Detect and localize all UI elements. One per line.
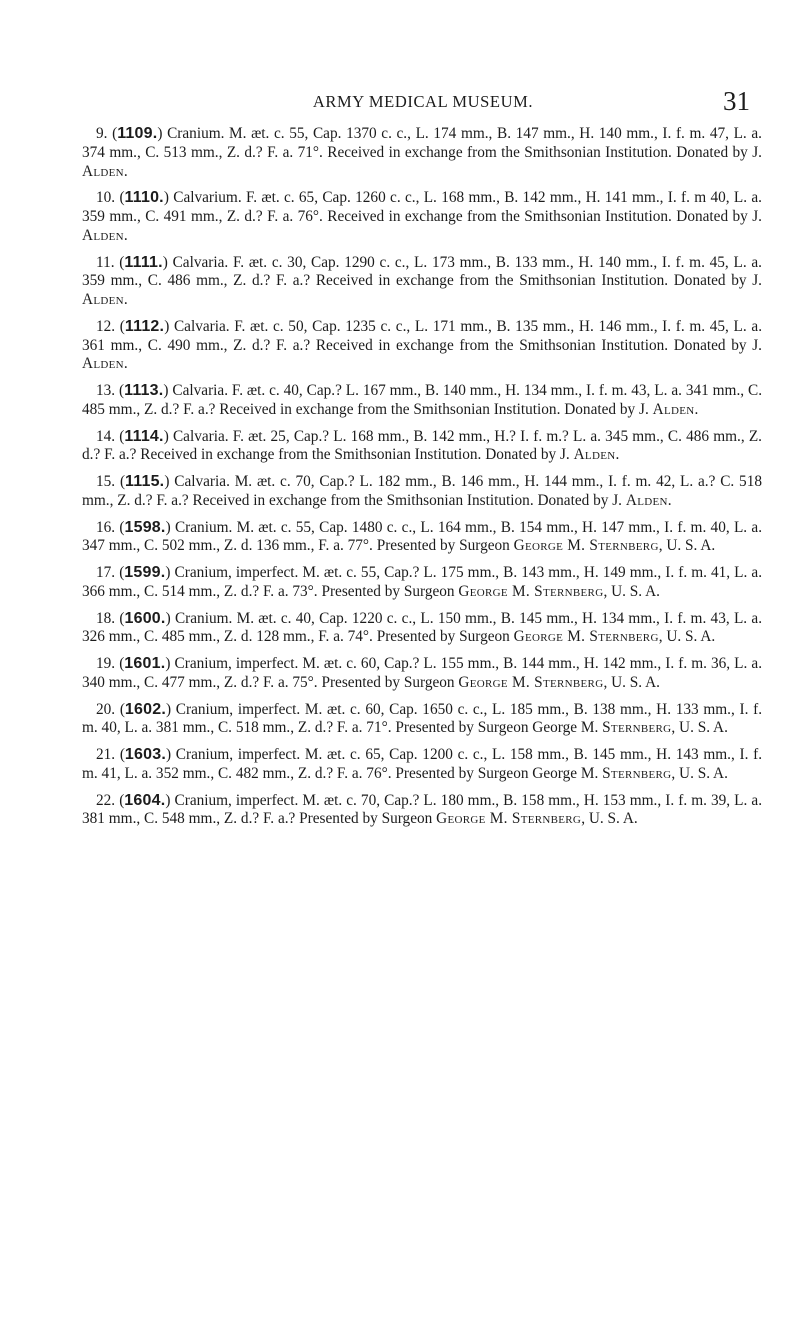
specimen-number: 1599. (124, 564, 166, 581)
entry-ending: , U. S. A. (581, 810, 638, 828)
specimen-number: 1111. (124, 253, 163, 271)
entry-ending: . (123, 291, 128, 308)
donor-name: Alden (82, 291, 124, 308)
specimen-number: 1604. (124, 791, 166, 809)
entry-ending: , U. S. A. (603, 582, 660, 600)
entry-ending: . (667, 491, 672, 509)
running-head (96, 88, 750, 122)
entry-description: Calvaria. F. æt. c. 40, Cap.? L. 167 mm., B. 140 mm., H. 134 mm., I. f. m. 43, L. a. 341 mm., C. 485 mm., Z. d.? F. a.? Received in exchange from the Smithsonian Institution. Donated by J. (82, 382, 763, 418)
specimen-number: 1114. (124, 427, 164, 445)
entry-number: 16. (96, 518, 116, 536)
entry-description: Calvaria. F. æt. c. 50, Cap. 1235 c. c., L. 171 mm., B. 135 mm., H. 146 mm., I. f. m. 45, L. a. 361 mm., C. 490 mm., Z. d.? F. a.? Received in exchange from the Smithsonian Institution. Donated by J. (82, 317, 763, 354)
donor-name: Sternberg (602, 719, 672, 737)
entry-number: 21. (96, 746, 116, 763)
entry-ending: , U. S. A. (658, 628, 716, 646)
catalog-entry: 9. (1109.) Cranium. M. æt. c. 55, Cap. 1370 c. c., L. 174 mm., B. 147 mm., H. 140 mm., I. f. m. 47, L. a. 374 mm., C. 513 mm., Z. d.? F. a. 71°. Received in exchange from the Smithsonian Institution. Donated by J. Alden. (82, 125, 762, 180)
donor-name: George M. Sternberg (513, 537, 659, 555)
running-title: ARMY MEDICAL MUSEUM. (312, 92, 534, 111)
entry-ending: , U. S. A. (671, 719, 728, 737)
entry-number: 17. (96, 564, 116, 581)
entry-description: Cranium, imperfect. M. æt. c. 65, Cap. 1200 c. c., L. 158 mm., B. 145 mm., H. 143 mm., I. f. m. 41, L. a. 352 mm., C. 482 mm., Z. d.? F. a. 76°. Presented by Surgeon George M. (82, 746, 763, 782)
entry-description: Calvaria. F. æt. c. 30, Cap. 1290 c. c., L. 173 mm., B. 133 mm., H. 140 mm., I. f. m. 45, L. a. 359 mm., C. 486 mm., Z. d.? F. a.? Received in exchange from the Smithsonian Institution. Donated by J. (82, 253, 762, 290)
specimen-number: 1109. (117, 125, 158, 142)
catalog-entry: 16. (1598.) Cranium. M. æt. c. 55, Cap. 1480 c. c., L. 164 mm., B. 154 mm., H. 147 mm., I. f. m. 40, L. a. 347 mm., C. 502 mm., Z. d. 136 mm., F. a. 77°. Presented by Surgeon George M. Sternberg, U. S. A. (82, 518, 763, 555)
entry-number: 20. (96, 700, 116, 718)
entry-description: Calvarium. F. æt. c. 65, Cap. 1260 c. c., L. 168 mm., B. 142 mm., H. 141 mm., I. f. m 40, L. a. 359 mm., C. 491 mm., Z. d.? F. a. 76°. Received in exchange from the Smithsonian Institution. Donated by J. (82, 189, 763, 225)
donor-name: Alden (573, 446, 616, 464)
entry-description: Cranium, imperfect. M. æt. c. 70, Cap.? L. 180 mm., B. 158 mm., H. 153 mm., I. f. m. 39, L. a. 381 mm., C. 548 mm., Z. d.? F. a.? Presented by Surgeon (82, 791, 763, 828)
entry-ending: , U. S. A. (603, 673, 660, 691)
catalog-entry: 21. (1603.) Cranium, imperfect. M. æt. c. 65, Cap. 1200 c. c., L. 158 mm., B. 145 mm., H. 143 mm., I. f. m. 41, L. a. 352 mm., C. 482 mm., Z. d.? F. a. 76°. Presented by Surgeon George M. Sternberg, U. S. A. (82, 746, 763, 782)
donor-name: Alden (82, 162, 124, 180)
catalog-entry: 12. (1112.) Calvaria. F. æt. c. 50, Cap. 1235 c. c., L. 171 mm., B. 135 mm., H. 146 mm., I. f. m. 45, L. a. 361 mm., C. 490 mm., Z. d.? F. a.? Received in exchange from the Smithsonian Institution. Donated by J. Alden. (82, 317, 763, 373)
entry-number: 14. (96, 427, 116, 445)
entry-number: 13. (96, 382, 116, 399)
entry-description: Cranium, imperfect. M. æt. c. 60, Cap. 1650 c. c., L. 185 mm., B. 138 mm., H. 133 mm., I. f. m. 40, L. a. 381 mm., C. 518 mm., Z. d.? F. a. 71°. Presented by Surgeon George M. (82, 700, 763, 737)
donor-name: Alden (82, 355, 124, 373)
entry-number: 10. (96, 189, 116, 207)
donor-name: George M. Sternberg (513, 628, 659, 646)
entry-ending: . (615, 446, 620, 464)
entry-description: Cranium. M. æt. c. 55, Cap. 1480 c. c., L. 164 mm., B. 154 mm., H. 147 mm., I. f. m. 40, L. a. 347 mm., C. 502 mm., Z. d. 136 mm., F. a. 77°. Presented by Surgeon (82, 518, 763, 555)
entry-ending: , U. S. A. (671, 764, 728, 782)
specimen-number: 1115. (125, 473, 165, 490)
catalog-entry: 13. (1113.) Calvaria. F. æt. c. 40, Cap.? L. 167 mm., B. 140 mm., H. 134 mm., I. f. m. 43, L. a. 341 mm., C. 485 mm., Z. d.? F. a.? Received in exchange from the Smithsonian Institution. Donated by J. Alden. (82, 382, 763, 418)
entry-ending: . (123, 355, 128, 373)
catalog-entry: 17. (1599.) Cranium, imperfect. M. æt. c. 55, Cap.? L. 175 mm., B. 143 mm., H. 149 mm., I. f. m. 41, L. a. 366 mm., C. 514 mm., Z. d.? F. a. 73°. Presented by Surgeon George M. Sternberg, U. S. A. (82, 564, 763, 600)
donor-name: Sternberg (602, 764, 672, 782)
entry-description: Calvaria. F. æt. 25, Cap.? L. 168 mm., B. 142 mm., H.? I. f. m.? L. a. 345 mm., C. 486 mm., Z. d.? F. a.? Received in exchange from the Smithsonian Institution. Donated by J. (82, 427, 763, 464)
donor-name: George M. Sternberg (458, 582, 604, 600)
catalog-entry: 11. (1111.) Calvaria. F. æt. c. 30, Cap. 1290 c. c., L. 173 mm., B. 133 mm., H. 140 mm., I. f. m. 45, L. a. 359 mm., C. 486 mm., Z. d.? F. a.? Received in exchange from the Smithsonian Institution. Donated by J. Alden. (82, 253, 762, 308)
donor-name: Alden (82, 226, 124, 244)
entry-number: 22. (96, 791, 116, 809)
specimen-number: 1601. (124, 655, 166, 672)
specimen-number: 1113. (124, 382, 164, 399)
specimen-number: 1112. (124, 317, 165, 335)
page-number: 31 (723, 86, 750, 116)
catalog-entry: 20. (1602.) Cranium, imperfect. M. æt. c. 60, Cap. 1650 c. c., L. 185 mm., B. 138 mm., H. 133 mm., I. f. m. 40, L. a. 381 mm., C. 518 mm., Z. d.? F. a. 71°. Presented by Surgeon George M. Sternberg, U. S. A. (82, 700, 763, 737)
entry-number: 15. (96, 473, 116, 490)
entry-ending: . (123, 226, 128, 244)
catalog-entry: 15. (1115.) Calvaria. M. æt. c. 70, Cap.? L. 182 mm., B. 146 mm., H. 144 mm., I. f. m. 42, L. a.? C. 518 mm., Z. d.? F. a.? Received in exchange from the Smithsonian Institution. Donated by J. Alden. (82, 473, 763, 509)
catalog-entry: 22. (1604.) Cranium, imperfect. M. æt. c. 70, Cap.? L. 180 mm., B. 158 mm., H. 153 mm., I. f. m. 39, L. a. 381 mm., C. 548 mm., Z. d.? F. a.? Presented by Surgeon George M. Sternberg, U. S. A. (82, 791, 763, 828)
entry-description: Cranium, imperfect. M. æt. c. 60, Cap.? L. 155 mm., B. 144 mm., H. 142 mm., I. f. m. 36, L. a. 340 mm., C. 477 mm., Z. d.? F. a. 75°. Presented by Surgeon (82, 655, 763, 691)
entry-description: Cranium. M. æt. c. 40, Cap. 1220 c. c., L. 150 mm., B. 145 mm., H. 134 mm., I. f. m. 43, L. a. 326 mm., C. 485 mm., Z. d. 128 mm., F. a. 74°. Presented by Surgeon (82, 609, 763, 646)
entry-ending: , U. S. A. (658, 537, 716, 555)
specimen-number: 1600. (124, 609, 166, 627)
donor-name: George M. Sternberg (458, 673, 604, 691)
entry-description: Cranium. M. æt. c. 55, Cap. 1370 c. c., L. 174 mm., B. 147 mm., H. 140 mm., I. f. m. 47, L. a. 374 mm., C. 513 mm., Z. d.? F. a. 71°. Received in exchange from the Smithsonian Institution. Donated by J. (82, 125, 762, 161)
specimen-number: 1110. (124, 189, 164, 207)
entry-number: 18. (96, 609, 116, 627)
catalog-entry: 14. (1114.) Calvaria. F. æt. 25, Cap.? L. 168 mm., B. 142 mm., H.? I. f. m.? L. a. 345 mm., C. 486 mm., Z. d.? F. a.? Received in exchange from the Smithsonian Institution. Donated by J. Alden. (82, 427, 763, 464)
donor-name: Alden (625, 491, 668, 509)
entry-number: 12. (96, 317, 116, 335)
specimen-number: 1598. (124, 518, 166, 536)
donor-name: Alden (652, 400, 695, 418)
catalog-entry: 18. (1600.) Cranium. M. æt. c. 40, Cap. 1220 c. c., L. 150 mm., B. 145 mm., H. 134 mm., I. f. m. 43, L. a. 326 mm., C. 485 mm., Z. d. 128 mm., F. a. 74°. Presented by Surgeon George M. Sternberg, U. S. A. (82, 609, 763, 646)
entry-ending: . (694, 400, 699, 418)
catalog-entry: 10. (1110.) Calvarium. F. æt. c. 65, Cap. 1260 c. c., L. 168 mm., B. 142 mm., H. 141 mm., I. f. m 40, L. a. 359 mm., C. 491 mm., Z. d.? F. a. 76°. Received in exchange from the Smithsonian Institution. Donated by J. Alden. (82, 189, 763, 244)
entry-number: 19. (96, 655, 116, 672)
entry-description: Cranium, imperfect. M. æt. c. 55, Cap.? L. 175 mm., B. 143 mm., H. 149 mm., I. f. m. 41, L. a. 366 mm., C. 514 mm., Z. d.? F. a. 73°. Presented by Surgeon (82, 564, 763, 600)
entry-ending: . (123, 162, 128, 180)
entry-number: 9. (96, 125, 108, 142)
entry-number: 11. (96, 253, 115, 271)
specimen-number: 1602. (124, 700, 166, 718)
entry-description: Calvaria. M. æt. c. 70, Cap.? L. 182 mm., B. 146 mm., H. 144 mm., I. f. m. 42, L. a.? C. 518 mm., Z. d.? F. a.? Received in exchange from the Smithsonian Institution. Donated by J. (82, 473, 763, 509)
catalog-entry: 19. (1601.) Cranium, imperfect. M. æt. c. 60, Cap.? L. 155 mm., B. 144 mm., H. 142 mm., I. f. m. 36, L. a. 340 mm., C. 477 mm., Z. d.? F. a. 75°. Presented by Surgeon George M. Sternberg, U. S. A. (82, 655, 763, 691)
specimen-entries (82, 125, 762, 837)
donor-name: George M. Sternberg (436, 810, 582, 828)
specimen-number: 1603. (124, 746, 166, 763)
